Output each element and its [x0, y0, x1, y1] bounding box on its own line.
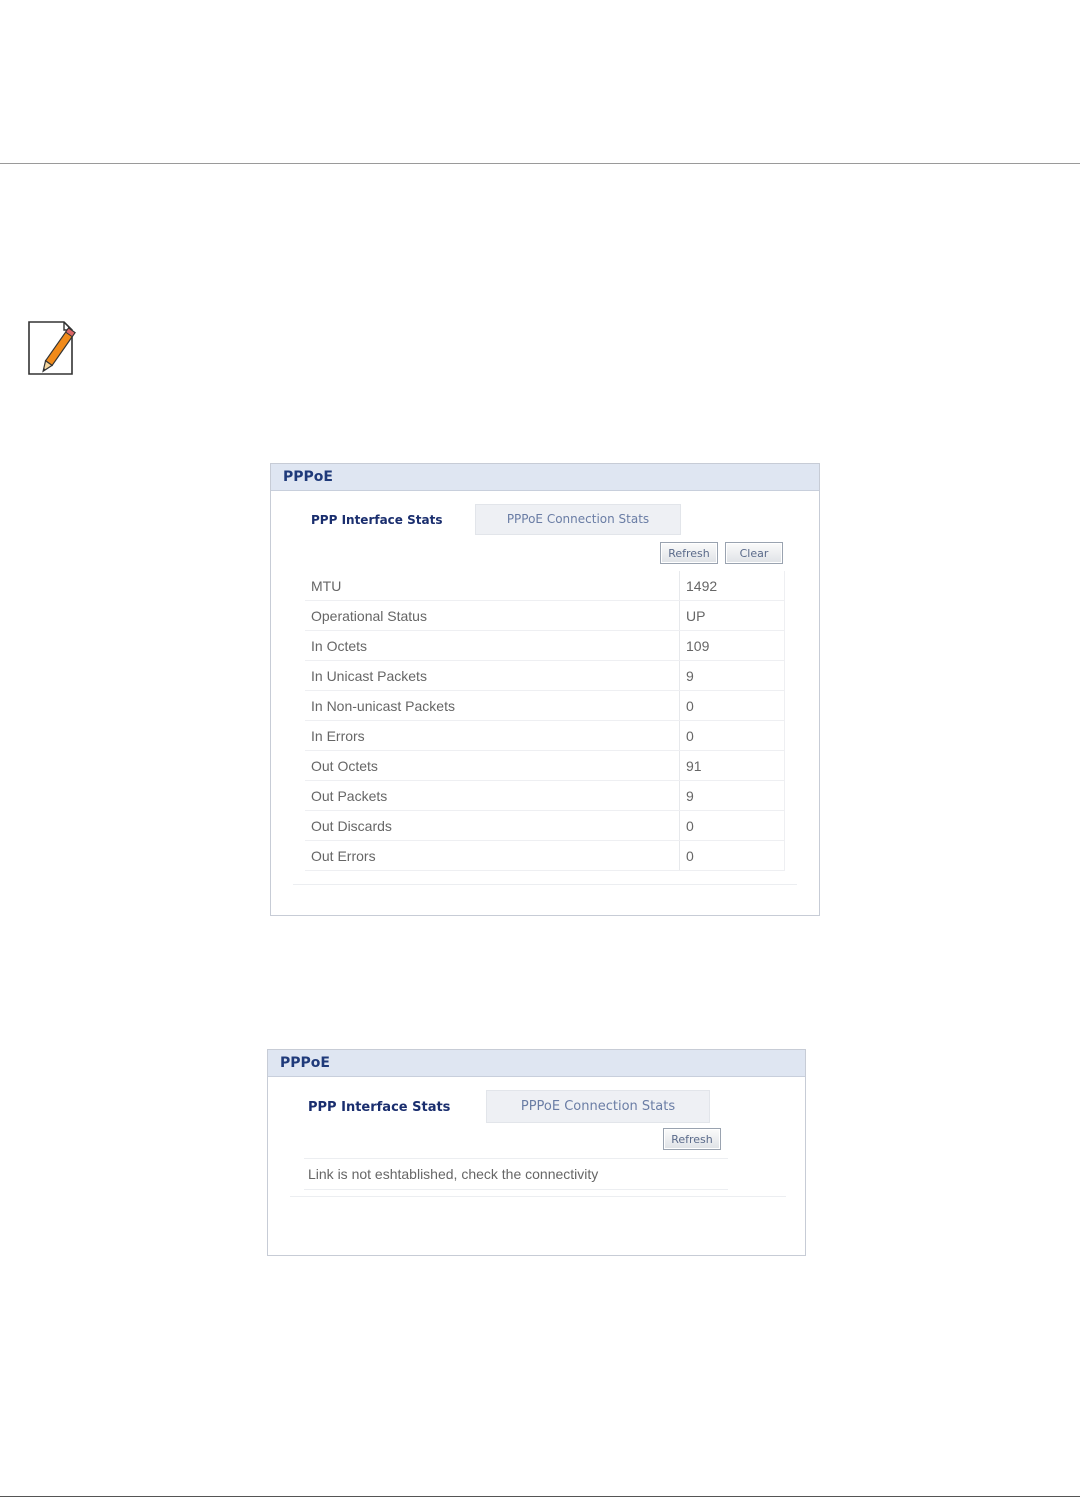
stat-value: 109	[680, 631, 785, 661]
stat-value: 91	[680, 751, 785, 781]
table-row	[305, 631, 785, 661]
table-row	[305, 721, 785, 751]
header-rule	[0, 163, 1080, 164]
stat-value: 0	[680, 691, 785, 721]
panel-title: PPPoE	[271, 464, 819, 491]
tab-ppp-interface-stats[interactable]: PPP Interface Stats	[308, 1100, 451, 1115]
table-row	[305, 811, 785, 841]
table-row	[305, 841, 785, 871]
table-row	[305, 661, 785, 691]
stat-value: 0	[680, 721, 785, 751]
stat-label: Out Discards	[305, 811, 680, 841]
stat-label: Out Octets	[305, 751, 680, 781]
stat-value: 9	[680, 661, 785, 691]
panel-bottom-divider	[290, 1196, 786, 1197]
table-row	[305, 751, 785, 781]
table-row	[305, 781, 785, 811]
stat-label: MTU	[305, 571, 680, 601]
footer-rule	[0, 1496, 1080, 1497]
pencil-note-icon	[24, 318, 80, 380]
table-row	[305, 571, 785, 601]
stat-label: Out Errors	[305, 841, 680, 871]
connectivity-message: Link is not eshtablished, check the connectivity	[304, 1158, 728, 1190]
stat-label: In Non-unicast Packets	[305, 691, 680, 721]
tab-pppoe-connection-stats[interactable]: PPPoE Connection Stats	[486, 1090, 710, 1123]
stat-label: In Errors	[305, 721, 680, 751]
table-row	[305, 691, 785, 721]
clear-button[interactable]: Clear	[725, 542, 783, 564]
stat-value: 9	[680, 781, 785, 811]
refresh-button[interactable]: Refresh	[663, 1128, 721, 1150]
table-row	[305, 601, 785, 631]
stat-value: UP	[680, 601, 785, 631]
stat-label: In Octets	[305, 631, 680, 661]
stat-value: 1492	[680, 571, 785, 601]
panel-title: PPPoE	[268, 1050, 805, 1077]
refresh-button[interactable]: Refresh	[660, 542, 718, 564]
stat-label: Out Packets	[305, 781, 680, 811]
pppoe-panel-interface-stats	[270, 463, 820, 916]
stat-label: Operational Status	[305, 601, 680, 631]
interface-stats-table	[305, 571, 785, 871]
stat-value: 0	[680, 841, 785, 871]
pppoe-panel-no-link	[267, 1049, 806, 1256]
stat-value: 0	[680, 811, 785, 841]
tab-ppp-interface-stats[interactable]: PPP Interface Stats	[311, 513, 443, 527]
tab-pppoe-connection-stats[interactable]: PPPoE Connection Stats	[475, 504, 681, 535]
panel-bottom-divider	[293, 884, 797, 885]
stat-label: In Unicast Packets	[305, 661, 680, 691]
